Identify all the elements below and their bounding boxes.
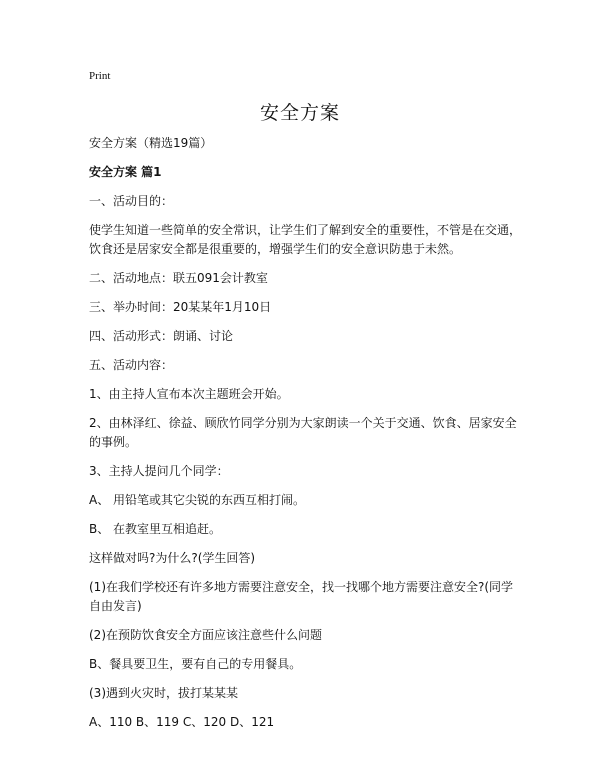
paragraph: 三、举办时间：20某某年1月10日 <box>89 300 272 314</box>
paragraph: 一、活动目的： <box>89 194 174 208</box>
paragraph: (2)在预防饮食安全方面应该注意些什么问题 <box>89 628 322 642</box>
paragraph: B、 在教室里互相追赶。 <box>89 522 222 536</box>
paragraph: 二、活动地点：联五091会计教室 <box>89 271 268 285</box>
document-title: 安全方案 <box>259 102 340 124</box>
paragraph: 使学生知道一些简单的安全常识，让学生们了解到安全的重要性，不管是在交通，饮食还是居家安全都是很重要的，增强学生们的安全意识防患于未然。 <box>89 223 522 256</box>
paragraph: A、110 B、119 C、120 D、121 <box>89 715 275 729</box>
paragraph: 四、活动形式：朗诵、讨论 <box>89 329 234 343</box>
section-heading: 安全方案 篇1 <box>89 165 162 179</box>
paragraph: 2、由林泽红、徐益、顾欣竹同学分别为大家朗读一个关于交通、饮食、居家安全的事例。 <box>89 416 517 449</box>
print-label: Print <box>89 70 111 82</box>
paragraph: (1)在我们学校还有许多地方需要注意安全，找一找哪个地方需要注意安全?(同学自由发言) <box>89 580 514 613</box>
paragraph: 3、主持人提问几个同学： <box>89 464 229 478</box>
paragraph: (3)遇到火灾时，拔打某某某 <box>89 686 238 700</box>
paragraph: B、餐具要卫生，要有自己的专用餐具。 <box>89 657 302 671</box>
document-subtitle: 安全方案（精选19篇） <box>89 136 213 150</box>
paragraph: 1、由主持人宣布本次主题班会开始。 <box>89 387 289 401</box>
paragraph: A、 用铅笔或其它尖锐的东西互相打闹。 <box>89 493 306 507</box>
document-body <box>89 134 521 742</box>
paragraph: 五、活动内容： <box>89 358 174 372</box>
paragraph: 这样做对吗?为什么?(学生回答) <box>89 551 256 565</box>
